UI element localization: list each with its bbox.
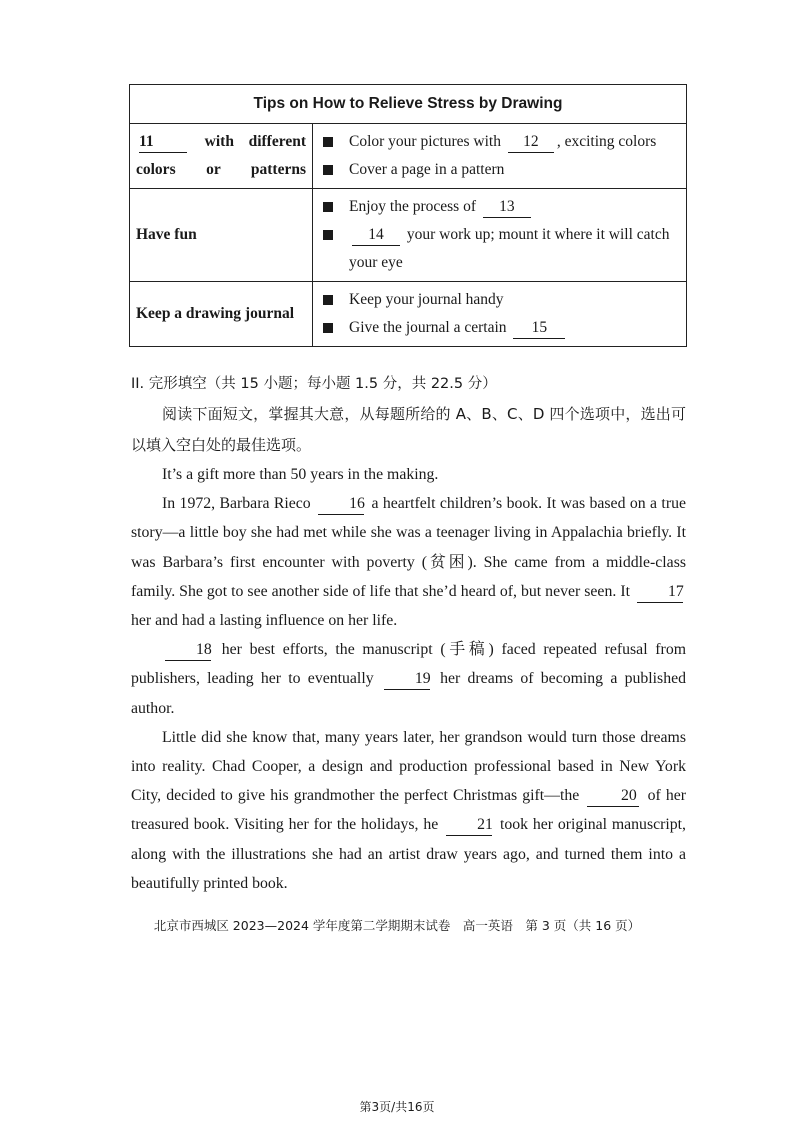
section-title: II. 完形填空（共 15 小题；每小题 1.5 分，共 22.5 分） <box>131 376 497 392</box>
blank-21: 21 <box>446 815 492 836</box>
tip-item: Enjoy the process of 13 <box>321 193 680 221</box>
row-heading-text: with different colors or patterns <box>136 133 306 178</box>
tip-item: Cover a page in a pattern <box>321 156 680 184</box>
table-title: Tips on How to Relieve Stress by Drawing <box>130 85 687 124</box>
passage-paragraph-1: It’s a gift more than 50 years in the making. <box>162 466 439 483</box>
blank-13: 13 <box>483 197 531 218</box>
square-bullet-icon <box>323 165 333 175</box>
table-row <box>130 189 687 282</box>
blank-12: 12 <box>508 132 554 153</box>
passage <box>131 460 686 898</box>
table-row <box>130 282 687 347</box>
square-bullet-icon <box>323 230 333 240</box>
blank-19: 19 <box>384 669 430 690</box>
row-heading <box>130 124 313 189</box>
blank-16: 16 <box>318 494 364 515</box>
section-instructions: 阅读下面短文，掌握其大意，从每题所给的 A、B、C、D 四个选项中，选出可以填入空白处的最佳选项。 <box>131 405 686 454</box>
page-number: 第3页/共16页 <box>359 1100 435 1114</box>
passage-paragraph-4: Little did she know that, many years later, her grandson would turn those dreams into reality. Chad Cooper, a design and production professional based in New York City, decided to give his grandmother the perfect Christmas gift—the 20 of her treasured book. Visiting her for the holidays, he 21 took her original manuscript, along with the illustrations she had an artist draw years ago, and turned them into a beautifully printed book. <box>131 728 687 892</box>
exam-footer: 北京市西城区 2023—2024 学年度第二学期期末试卷 高一英语 第 3 页（共 16 页） <box>153 918 641 933</box>
tip-item: 14 your work up; mount it where it will catch your eye <box>321 221 680 277</box>
passage-paragraph-3: 18 her best efforts, the manuscript (手稿) faced repeated refusal from publishers, leading her to eventually 19 her dreams of becoming a published author. <box>131 641 687 717</box>
blank-11: 11 <box>139 132 187 153</box>
tip-item: Color your pictures with 12 , exciting colors <box>321 128 680 156</box>
table-row <box>130 124 687 189</box>
tip-item: Give the journal a certain 15 <box>321 314 680 342</box>
row-heading: Keep a drawing journal <box>130 282 313 347</box>
tips-table <box>129 84 687 347</box>
square-bullet-icon <box>323 323 333 333</box>
blank-20: 20 <box>587 786 639 807</box>
tip-item: Keep your journal handy <box>321 286 680 314</box>
row-tips <box>313 282 687 347</box>
blank-14: 14 <box>352 225 400 246</box>
square-bullet-icon <box>323 202 333 212</box>
square-bullet-icon <box>323 137 333 147</box>
square-bullet-icon <box>323 295 333 305</box>
row-tips <box>313 124 687 189</box>
row-heading: Have fun <box>130 189 313 282</box>
blank-18: 18 <box>165 640 211 661</box>
row-tips <box>313 189 687 282</box>
blank-15: 15 <box>513 318 565 339</box>
passage-paragraph-2: In 1972, Barbara Rieco 16 a heartfelt children’s book. It was based on a true story—a little boy she had met while she was a teenager living in Appalachia briefly. It was Barbara’s first encounter with poverty (贫困). She came from a middle-class family. She got to see another side of life that she’d heard of, but never seen. It 17 her and had a lasting influence on her life. <box>131 495 686 630</box>
blank-17: 17 <box>637 582 683 603</box>
